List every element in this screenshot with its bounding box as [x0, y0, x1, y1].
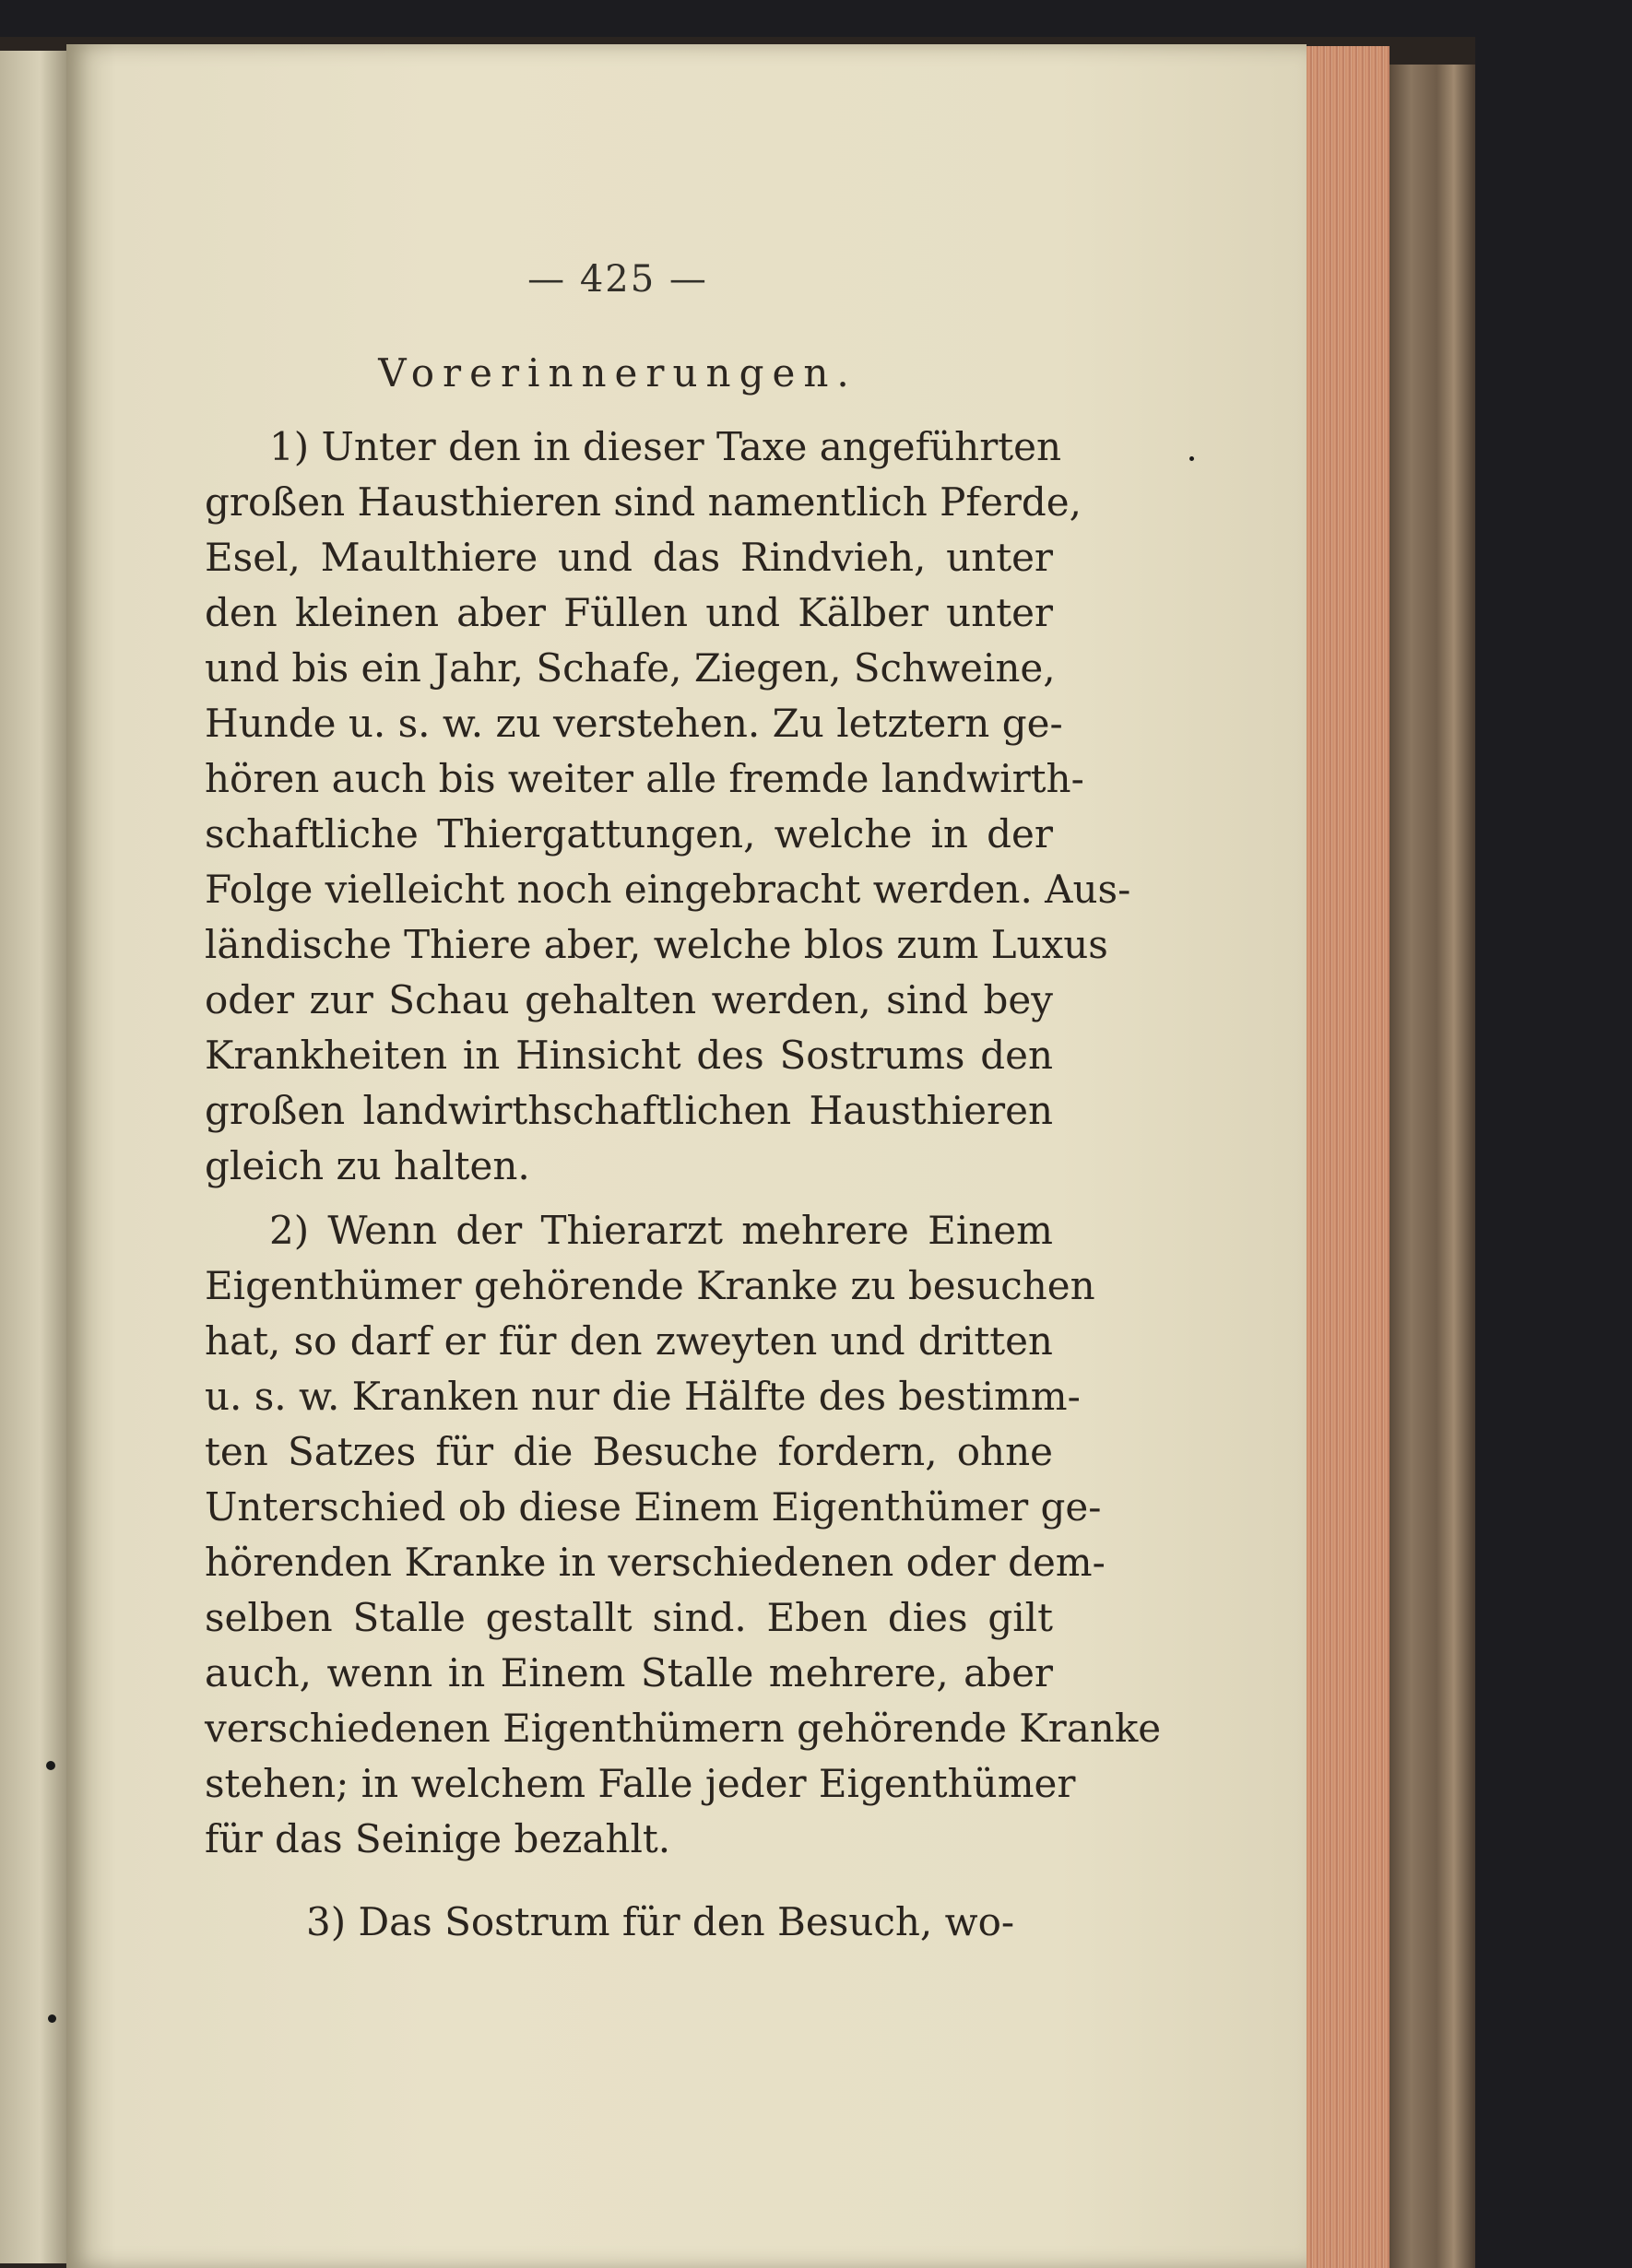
- text-line: ländische Thiere aber, welche blos zum Luxus: [205, 922, 1108, 967]
- text-line: Folge vielleicht noch eingebracht werden. Aus-: [205, 867, 1131, 912]
- text-line: ten Satzes für die Besuche fordern, ohne: [205, 1429, 1053, 1474]
- text-line: 2) Wenn der Thierarzt mehrere Einem: [269, 1208, 1053, 1253]
- margin-mark: [1189, 456, 1194, 461]
- text-line: großen landwirthschaftlichen Hausthieren: [205, 1088, 1053, 1133]
- page-heading: Vorerinnerungen.: [378, 350, 857, 396]
- text-line: Hunde u. s. w. zu verstehen. Zu letztern ge-: [205, 701, 1063, 746]
- text-line: und bis ein Jahr, Schafe, Ziegen, Schweine,: [205, 645, 1056, 691]
- text-line: schaftliche Thiergattungen, welche in der: [205, 811, 1053, 856]
- book-cover: [1390, 65, 1475, 2268]
- paragraph-3: [205, 1895, 1053, 1950]
- text-line: Esel, Maulthiere und das Rindvieh, unter: [205, 535, 1053, 580]
- text-line: Eigenthümer gehörende Kranke zu besuchen: [205, 1263, 1095, 1308]
- text-line: selben Stalle gestallt sind. Eben dies gilt: [205, 1595, 1053, 1640]
- text-line: verschiedenen Eigenthümern gehörende Kranke: [205, 1706, 1162, 1751]
- text-line: oder zur Schau gehalten werden, sind bey: [205, 977, 1053, 1022]
- text-line: hörenden Kranke in verschiedenen oder dem-: [205, 1540, 1106, 1585]
- text-line: Unterschied ob diese Einem Eigenthümer ge-: [205, 1484, 1102, 1530]
- left-page-edge: [0, 51, 66, 2263]
- text-line: für das Seinige bezahlt.: [205, 1816, 671, 1861]
- page-edges: [1307, 46, 1390, 2268]
- paragraph-2: [205, 1203, 1162, 1867]
- text-line: hat, so darf er für den zweyten und dritten: [205, 1318, 1053, 1364]
- text-line: 1) Unter den in dieser Taxe angeführten: [269, 424, 1062, 469]
- page-number: — 425 —: [527, 258, 708, 301]
- text-line: 3) Das Sostrum für den Besuch, wo-: [306, 1899, 1015, 1944]
- margin-mark: [48, 2014, 56, 2023]
- paragraph-1: [205, 419, 1131, 1194]
- text-line: stehen; in welchem Falle jeder Eigenthümer: [205, 1761, 1076, 1806]
- text-line: u. s. w. Kranken nur die Hälfte des bestimm-: [205, 1374, 1081, 1419]
- text-line: hören auch bis weiter alle fremde landwirth-: [205, 756, 1084, 801]
- text-line: gleich zu halten.: [205, 1143, 530, 1188]
- text-line: den kleinen aber Füllen und Kälber unter: [205, 590, 1053, 635]
- text-line: Krankheiten in Hinsicht des Sostrums den: [205, 1033, 1053, 1078]
- text-line: großen Hausthieren sind namentlich Pferde,: [205, 479, 1082, 525]
- text-line: auch, wenn in Einem Stalle mehrere, aber: [205, 1650, 1053, 1695]
- margin-mark: [46, 1761, 55, 1770]
